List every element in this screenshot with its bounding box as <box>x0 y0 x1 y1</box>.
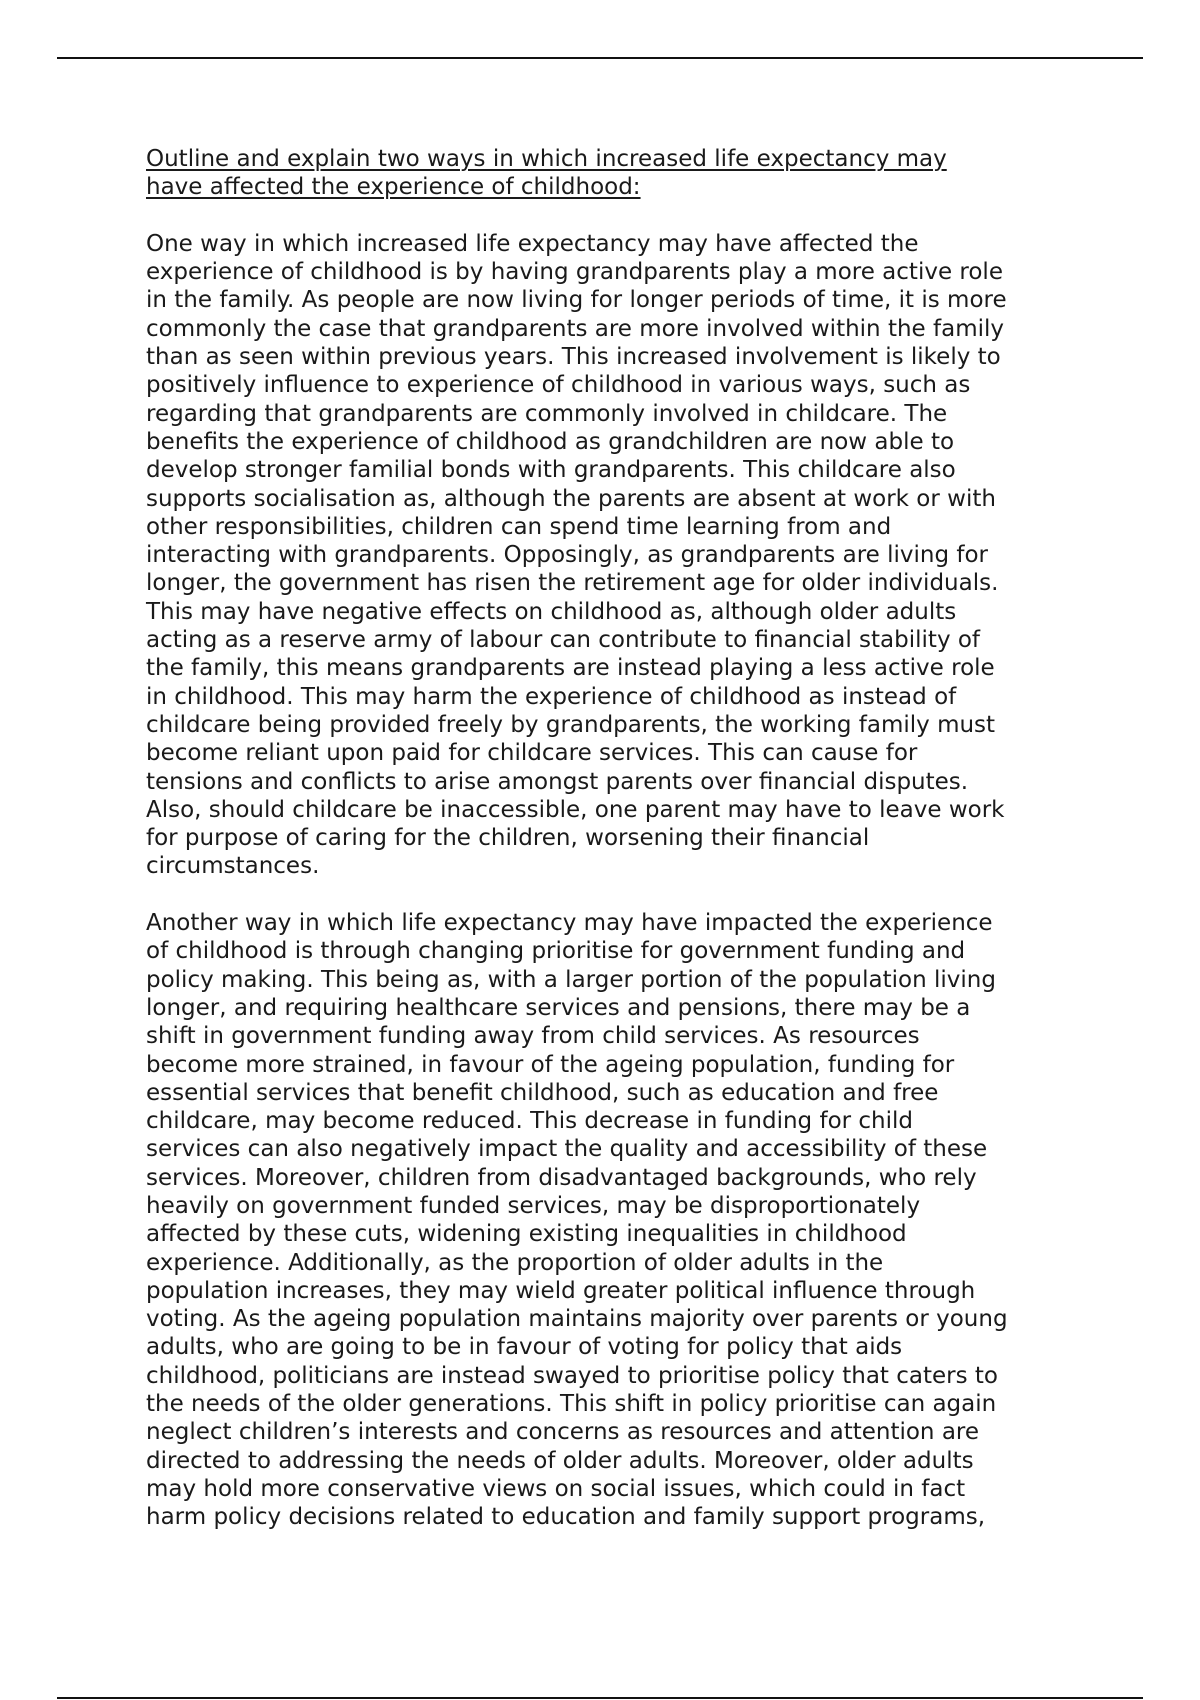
paragraph-1: One way in which increased life expectancy may have affected the experience of childhood is by having grandparents play a more active role in the family. As people are now living for longer periods of time, it is more commonly the case that grandparents are more involved within the family than as seen within previous years. This increased involvement is likely to positively influence to experience of childhood in various ways, such as regarding that grandparents are commonly involved in childcare. The benefits the experience of childhood as grandchildren are now able to develop stronger familial bonds with grandparents. This childcare also supports socialisation as, although the parents are absent at work or with other responsibilities, children can spend time learning from and interacting with grandparents. Opposingly, as grandparents are living for longer, the government has risen the retirement age for older individuals. This may have negative effects on childhood as, although older adults acting as a reserve army of labour can contribute to financial stability of the family, this means grandparents are instead playing a less active role in childhood. This may harm the experience of childhood as instead of childcare being provided freely by grandparents, the working family must become reliant upon paid for childcare services. This can cause for tensions and conflicts to arise amongst parents over financial disputes. Also, should childcare be inaccessible, one parent may have to leave work for purpose of caring for the children, worsening their financial circumstances. <box>146 230 1007 880</box>
header-rule <box>57 57 1143 59</box>
footer-rule <box>57 1697 1143 1699</box>
document-body <box>146 145 1056 1532</box>
question-heading: Outline and explain two ways in which increased life expectancy may have affected the experience of childhood: <box>146 146 947 201</box>
paragraph-2: Another way in which life expectancy may have impacted the experience of childhood is through changing prioritise for government funding and policy making. This being as, with a larger portion of the population living longer, and requiring healthcare services and pensions, there may be a shift in government funding away from child services. As resources become more strained, in favour of the ageing population, funding for essential services that benefit childhood, such as education and free childcare, may become reduced. This decrease in funding for child services can also negatively impact the quality and accessibility of these services. Moreover, children from disadvantaged backgrounds, who rely heavily on government funded services, may be disproportionately affected by these cuts, widening existing inequalities in childhood experience. Additionally, as the proportion of older adults in the population increases, they may wield greater political influence through voting. As the ageing population maintains majority over parents or young adults, who are going to be in favour of voting for policy that aids childhood, politicians are instead swayed to prioritise policy that caters to the needs of the older generations. This shift in policy prioritise can again neglect children’s interests and concerns as resources and attention are directed to addressing the needs of older adults. Moreover, older adults may hold more conservative views on social issues, which could in fact harm policy decisions related to education and family support programs, <box>146 910 1008 1531</box>
